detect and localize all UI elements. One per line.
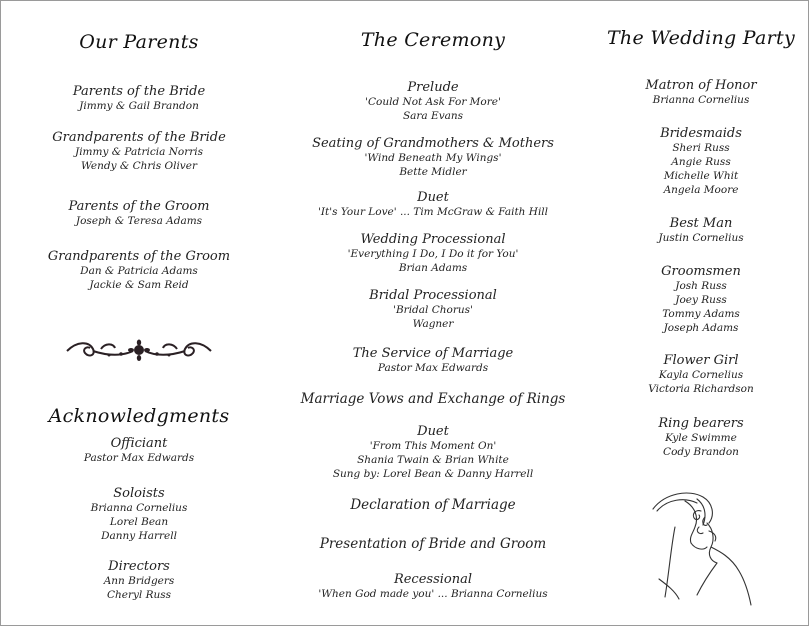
group-line: Lorel Bean bbox=[109, 516, 169, 528]
party-group bbox=[601, 79, 801, 107]
party-group bbox=[601, 417, 801, 459]
item-title: Presentation of Bride and Groom bbox=[319, 536, 547, 552]
item-title: Recessional bbox=[393, 572, 473, 587]
ceremony-heading: The Ceremony bbox=[360, 29, 506, 51]
ceremony-item bbox=[283, 537, 583, 551]
item-line: 'Bridal Chorus' bbox=[393, 304, 473, 316]
group-line: Cheryl Russ bbox=[106, 589, 172, 601]
item-line: 'Wind Beneath My Wings' bbox=[364, 152, 502, 164]
group-line: Brianna Cornelius bbox=[652, 94, 750, 106]
group-line: Danny Harrell bbox=[101, 530, 177, 542]
group-line: Justin Cornelius bbox=[658, 232, 744, 244]
group-line: Victoria Richardson bbox=[648, 383, 754, 395]
ceremony-item bbox=[283, 347, 583, 375]
group-title: Directors bbox=[108, 559, 170, 574]
item-line: 'It's Your Love' ... Tim McGraw & Faith Hill bbox=[317, 206, 549, 218]
parents-group bbox=[19, 250, 259, 292]
ceremony-item bbox=[283, 392, 583, 406]
group-line: Angie Russ bbox=[671, 156, 731, 168]
item-title: Seating of Grandmothers & Mothers bbox=[312, 136, 554, 151]
item-title: Prelude bbox=[407, 80, 459, 95]
group-line: Ann Bridgers bbox=[103, 575, 175, 587]
group-line: Jimmy & Gail Brandon bbox=[79, 100, 199, 112]
item-title: Duet bbox=[417, 424, 449, 439]
group-line: Kyle Swimme bbox=[665, 432, 737, 444]
item-title: Bridal Processional bbox=[369, 288, 497, 303]
ceremony-item bbox=[283, 233, 583, 275]
ceremony-item bbox=[283, 289, 583, 331]
group-line: Josh Russ bbox=[675, 280, 727, 292]
group-title: Officiant bbox=[110, 436, 168, 451]
party-group bbox=[601, 265, 801, 335]
group-line: Joseph Adams bbox=[663, 322, 739, 334]
group-title: Ring bearers bbox=[658, 416, 744, 431]
ceremony-item bbox=[283, 137, 583, 179]
ceremony-item bbox=[283, 191, 583, 219]
group-line: Michelle Whit bbox=[663, 170, 739, 182]
item-line: Brian Adams bbox=[398, 262, 468, 274]
item-title: Declaration of Marriage bbox=[350, 497, 516, 513]
item-title: Marriage Vows and Exchange of Rings bbox=[300, 391, 566, 407]
item-line: 'When God made you' ... Brianna Cornelius bbox=[318, 588, 548, 600]
group-title: Grandparents of the Groom bbox=[47, 249, 231, 264]
item-line: Shania Twain & Brian White bbox=[357, 454, 509, 466]
group-line: Angela Moore bbox=[663, 184, 739, 196]
party-group bbox=[601, 127, 801, 197]
group-line: Sheri Russ bbox=[672, 142, 730, 154]
group-title: Parents of the Groom bbox=[68, 199, 210, 214]
ceremony-item bbox=[283, 498, 583, 512]
parents-group bbox=[19, 200, 259, 228]
group-line: Wendy & Chris Oliver bbox=[81, 160, 197, 172]
group-line: Jackie & Sam Reid bbox=[89, 279, 189, 291]
item-title: The Service of Marriage bbox=[352, 346, 514, 361]
parents-group bbox=[19, 85, 259, 113]
parents-group bbox=[19, 131, 259, 173]
wedding-party-heading: The Wedding Party bbox=[606, 27, 796, 49]
group-line: Kayla Cornelius bbox=[658, 369, 744, 381]
item-line: Pastor Max Edwards bbox=[377, 362, 489, 374]
group-title: Parents of the Bride bbox=[72, 84, 206, 99]
party-group bbox=[601, 217, 801, 245]
item-title: Duet bbox=[417, 190, 449, 205]
group-line: Dan & Patricia Adams bbox=[80, 265, 198, 277]
item-line: 'Everything I Do, I Do it for You' bbox=[347, 248, 519, 260]
group-line: Joseph & Teresa Adams bbox=[75, 215, 203, 227]
group-line: Pastor Max Edwards bbox=[83, 452, 195, 464]
acknowledgments-heading: Acknowledgments bbox=[48, 405, 230, 427]
ceremony-item bbox=[283, 425, 583, 481]
group-title: Flower Girl bbox=[663, 353, 739, 368]
group-line: Joey Russ bbox=[675, 294, 727, 306]
party-group bbox=[601, 354, 801, 396]
ceremony-item bbox=[283, 573, 583, 601]
group-line: Brianna Cornelius bbox=[90, 502, 188, 514]
group-title: Soloists bbox=[113, 486, 165, 501]
item-line: 'Could Not Ask For More' bbox=[365, 96, 501, 108]
group-title: Bridesmaids bbox=[660, 126, 742, 141]
group-title: Grandparents of the Bride bbox=[52, 130, 226, 145]
item-title: Wedding Processional bbox=[360, 232, 506, 247]
item-line: Sung by: Lorel Bean & Danny Harrell bbox=[332, 468, 534, 480]
acknowledgments-group bbox=[19, 560, 259, 602]
group-title: Groomsmen bbox=[661, 264, 741, 279]
item-line: Bette Midler bbox=[399, 166, 467, 178]
group-line: Cody Brandon bbox=[663, 446, 739, 458]
ceremony-item bbox=[283, 81, 583, 123]
parents-heading: Our Parents bbox=[79, 31, 199, 53]
flourish-ornament-icon bbox=[63, 339, 215, 363]
group-line: Jimmy & Patricia Norris bbox=[74, 146, 203, 158]
group-title: Best Man bbox=[669, 216, 733, 231]
group-title: Matron of Honor bbox=[645, 78, 757, 93]
item-line: Sara Evans bbox=[402, 110, 464, 122]
item-line: 'From This Moment On' bbox=[369, 440, 497, 452]
group-line: Tommy Adams bbox=[662, 308, 740, 320]
acknowledgments-group bbox=[19, 487, 259, 543]
item-line: Wagner bbox=[412, 318, 454, 330]
acknowledgments-group bbox=[19, 437, 259, 465]
bride-silhouette-icon bbox=[645, 487, 755, 607]
